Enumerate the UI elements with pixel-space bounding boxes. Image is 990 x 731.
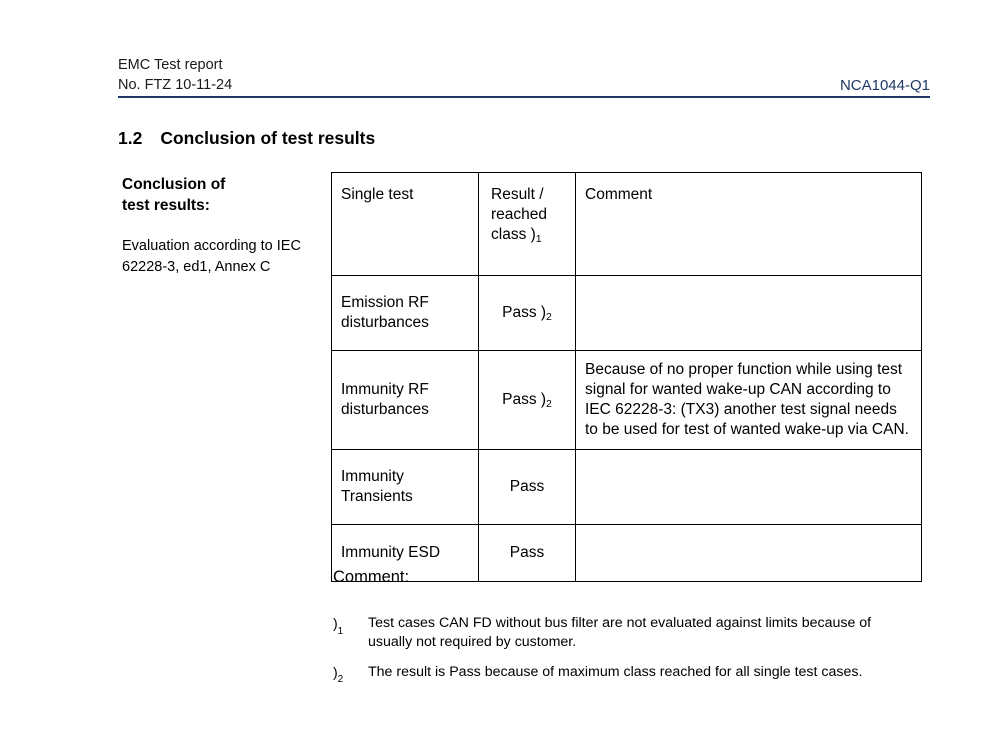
header-result-line3: class )$_1$ bbox=[491, 225, 542, 245]
table-header-row bbox=[332, 173, 922, 276]
header-result-footnote-marker: 1 bbox=[535, 232, 542, 245]
comment-heading: Comment: bbox=[333, 568, 410, 586]
footnote-marker: )$_1$ bbox=[333, 615, 344, 637]
row-result: Pass )$_2$ bbox=[479, 276, 576, 351]
footnotes-block bbox=[333, 614, 913, 695]
section-number: 1.2 bbox=[118, 128, 143, 148]
header-result-line2: reached bbox=[491, 205, 548, 223]
row-result-footnote-marker: 2 bbox=[546, 398, 552, 411]
header-comment: Comment bbox=[576, 173, 922, 276]
header-left-block bbox=[118, 55, 232, 95]
header-divider bbox=[118, 96, 930, 98]
header-single-test: Single test bbox=[332, 173, 479, 276]
page-header bbox=[118, 55, 930, 98]
conclusion-label-line2: test results: bbox=[122, 196, 210, 214]
header-result-class bbox=[479, 173, 576, 276]
footnote-text: Test cases CAN FD without bus filter are not evaluated against limits because of usually not required by customer. bbox=[368, 615, 872, 651]
footnote-marker: )$_2$ bbox=[333, 663, 344, 686]
report-number: No. FTZ 10-11-24 bbox=[118, 77, 233, 93]
row-single-test: Immunity Transients bbox=[332, 450, 479, 525]
left-label-column bbox=[122, 175, 317, 278]
table-row bbox=[332, 450, 922, 525]
row-single-test: Immunity RF disturbances bbox=[332, 351, 479, 450]
row-comment bbox=[576, 276, 922, 351]
footnote-text: The result is Pass because of maximum class reached for all single test cases. bbox=[368, 663, 863, 680]
evaluation-standard-text: Evaluation according to IEC 62228-3, ed1, Annex C bbox=[122, 238, 301, 276]
row-comment bbox=[576, 450, 922, 525]
section-title: Conclusion of test results bbox=[160, 128, 376, 148]
row-result-footnote-marker: 2 bbox=[546, 311, 552, 324]
conclusion-label-line1: Conclusion of bbox=[122, 176, 226, 193]
table-row bbox=[332, 276, 922, 351]
results-table bbox=[331, 172, 922, 582]
report-title: EMC Test report bbox=[118, 57, 223, 73]
table-row bbox=[332, 525, 922, 582]
header-row bbox=[118, 55, 930, 95]
footnote-item bbox=[333, 614, 913, 653]
conclusion-label bbox=[122, 175, 317, 216]
part-number: NCA1044-Q1 bbox=[839, 77, 930, 94]
row-comment bbox=[576, 525, 922, 582]
footnote-item bbox=[333, 663, 913, 685]
row-result: Pass bbox=[479, 450, 576, 525]
section-heading bbox=[118, 128, 375, 149]
row-result: Pass )$_2$ bbox=[479, 351, 576, 450]
row-comment: Because of no proper function while using test signal for wanted wake-up CAN according to IEC 62228-3: (TX3) another test signal needs to be used for test of wanted wake-up via CAN. bbox=[576, 351, 922, 450]
header-result-line1: Result / bbox=[491, 186, 544, 203]
row-result: Pass bbox=[479, 525, 576, 582]
row-single-test: Immunity ESD bbox=[332, 525, 479, 582]
row-single-test: Emission RF disturbances bbox=[332, 276, 479, 351]
table-row bbox=[332, 351, 922, 450]
